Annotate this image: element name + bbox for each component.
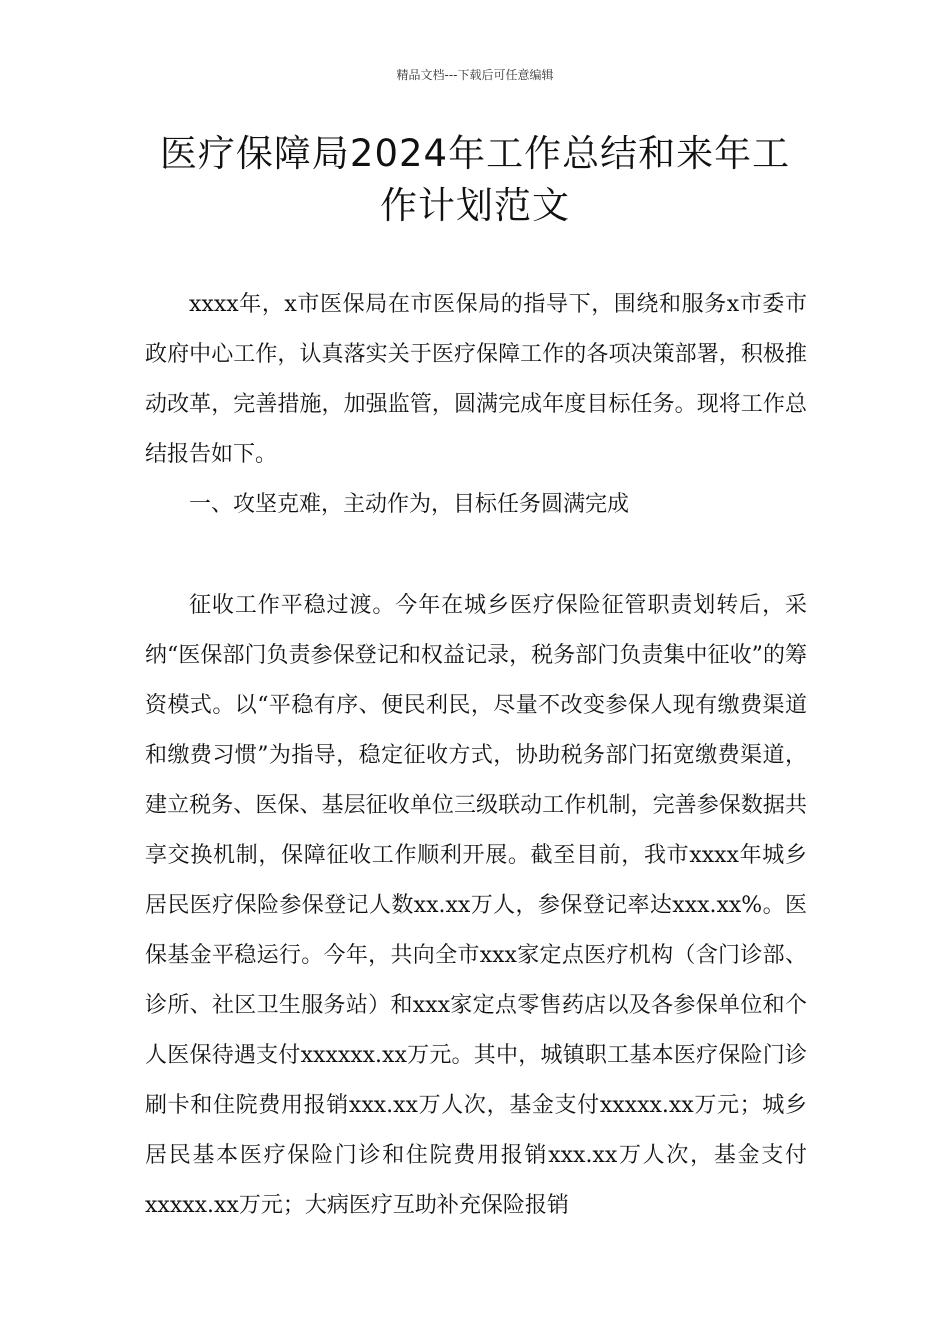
section-heading-1: 一、攻坚克难，主动作为，目标任务圆满完成 [189, 492, 630, 517]
document-title [140, 128, 810, 232]
intro-paragraph: xxxx年，x市医保局在市医保局的指导下，围绕和服务x市委市政府中心工作，认真落实关于医疗保障工作的各项决策部署，积极推动改革，完善措施，加强监管，圆满完成年度目标任务。现将工作总结报告如下。 [145, 292, 807, 467]
header-note: 精品文档---下载后可任意编辑 [396, 68, 554, 82]
collection-paragraph: 征收工作平稳过渡。今年在城乡医疗保险征管职责划转后，采纳“医保部门负责参保登记和权益记录，税务部门负责集中征收”的筹资模式。以“平稳有序、便民利民，尽量不改变参保人现有缴费渠道和缴费习惯”为指导，稳定征收方式，协助税务部门拓宽缴费渠道，建立税务、医保、基层征收单位三级联动工作机制，完善参保数据共享交换机制，保障征收工作顺利开展。截至目前，我市xxxx年城乡居民医疗保险参保登记人数xx.xx万人，参保登记率达xxx.xx%。医保基金平稳运行。今年，共向全市xxx家定点医疗机构（含门诊部、诊所、社区卫生服务站）和xxx家定点零售药店以及各参保单位和个人医保待遇支付xxxxxx.xx万元。其中，城镇职工基本医疗保险门诊刷卡和住院费用报销xxx.xx万人次，基金支付xxxxx.xx万元；城乡居民基本医疗保险门诊和住院费用报销xxx.xx万人次，基金支付xxxxx.xx万元；大病医疗互助补充保险报销 [145, 593, 807, 1218]
title-line-1: 医疗保障局2024年工作总结和来年工 [159, 132, 791, 175]
title-line-2: 作计划范文 [380, 184, 570, 227]
document-body [145, 280, 807, 1231]
